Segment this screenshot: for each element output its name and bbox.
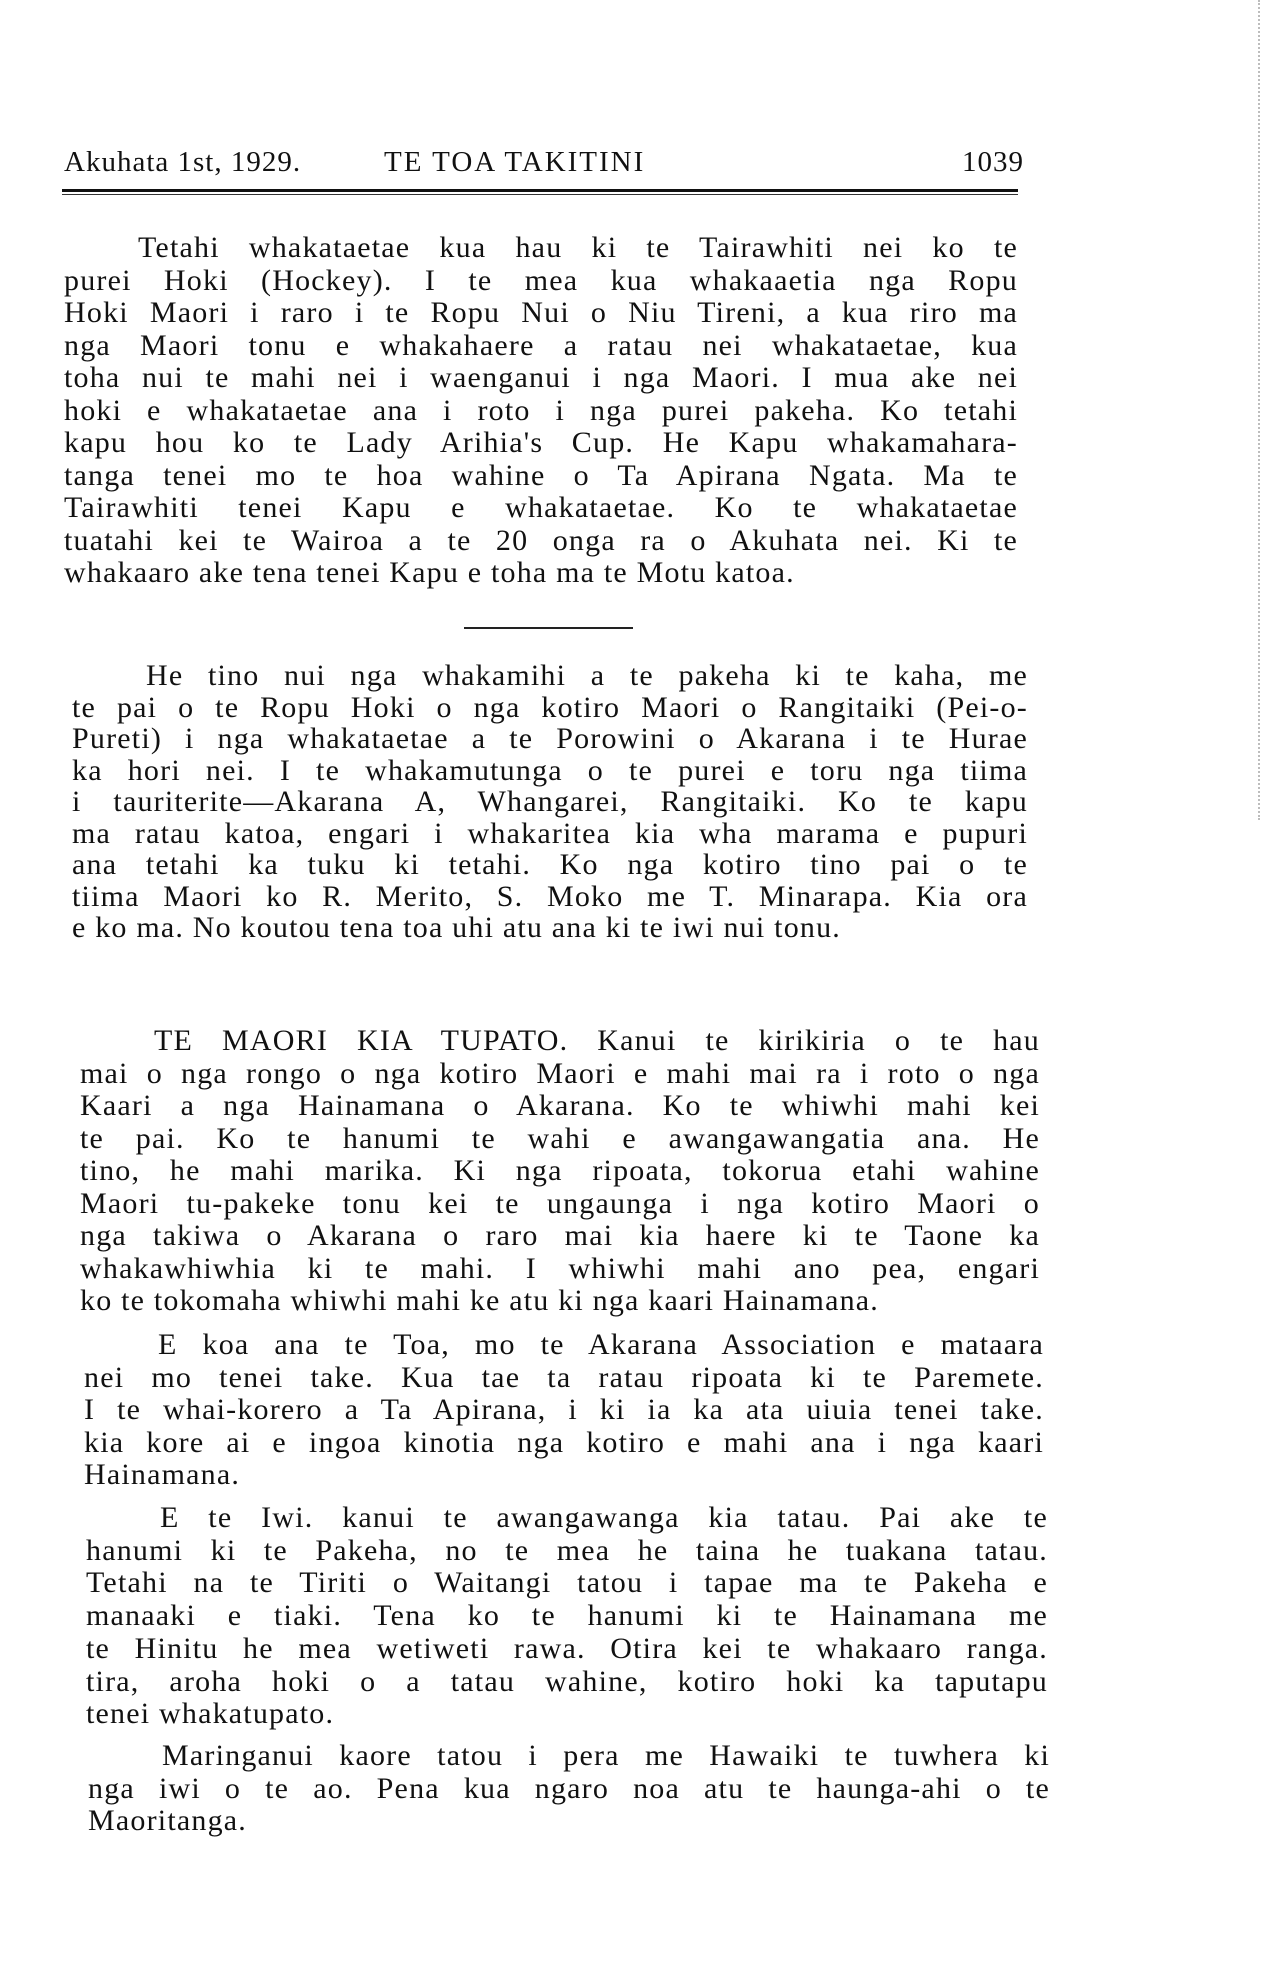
text-line: te pai o te Ropu Hoki o nga kotiro Maori o Rangitaiki (Pei-o- (72, 690, 1028, 724)
paragraph-akarana-association (84, 1329, 1044, 1492)
text-line: te Hinitu he mea wetiweti rawa. Otira kei te whakaaro ranga. (86, 1631, 1048, 1665)
text-line: tira, aroha hoki o a tatau wahine, kotiro hoki ka taputapu (86, 1664, 1048, 1698)
text-line: toha nui te mahi nei i waenganui i nga Maori. I mua ake nei (64, 361, 1018, 394)
text-line: manaaki e tiaki. Tena ko te hanumi ki te Hainamana me (86, 1599, 1048, 1633)
text-line: TE MAORI KIA TUPATO. Kanui te kirikiria o te hau (154, 1024, 1040, 1057)
text-line: Tairawhiti tenei Kapu e whakataetae. Ko te whakataetae (64, 491, 1018, 524)
text-line: te pai. Ko te hanumi te wahi e awangawangatia ana. He (80, 1121, 1040, 1155)
text-line: Hoki Maori i raro i te Ropu Nui o Niu Tireni, a kua riro ma (64, 296, 1018, 329)
text-line: tuatahi kei te Wairoa a te 20 onga ra o Akuhata nei. Ki te (64, 523, 1018, 557)
text-line: kia kore ai e ingoa kinotia nga kotiro e mahi ana i nga kaari (84, 1425, 1044, 1459)
text-line: tanga tenei mo te hoa wahine o Ta Apirana Ngata. Ma te (64, 458, 1018, 492)
text-line: Kaari a nga Hainamana o Akarana. Ko te whiwhi mahi kei (80, 1089, 1040, 1122)
text-line: hoki e whakataetae ana i roto i nga purei pakeha. Ko tetahi (64, 393, 1018, 427)
text-line: ana tetahi ka tuku ki tetahi. Ko nga kotiro tino pai o te (72, 848, 1028, 881)
text-line: Pureti) i nga whakataetae a te Porowini o Akarana i te Hurae (72, 722, 1028, 755)
text-line: Tetahi whakataetae kua hau ki te Tairawhiti nei ko te (138, 231, 1018, 264)
text-line: nei mo tenei take. Kua tae ta ratau ripoata ki te Paremete. (84, 1360, 1044, 1394)
text-line: Maoritanga. (88, 1804, 247, 1837)
text-line: tenei whakatupato. (86, 1697, 335, 1731)
header-rule-thin (62, 194, 1018, 195)
text-line: nga Maori tonu e whakahaere a ratau nei whakataetae, kua (64, 328, 1018, 362)
scan-edge-noise (1258, 0, 1274, 820)
text-line: E te Iwi. kanui te awangawanga kia tatau. Pai ake te (160, 1501, 1048, 1534)
text-line: nga takiwa o Akarana o raro mai kia haere ki te Taone ka (80, 1219, 1040, 1252)
header-rule (62, 189, 1018, 192)
paragraph-hockey-tournament (64, 232, 1018, 590)
header-title: TE TOA TAKITINI (384, 146, 646, 178)
text-line: hanumi ki te Pakeha, no te mea he taina he tuakana tatau. (86, 1533, 1048, 1567)
text-line: i tauriterite—Akarana A, Whangarei, Rangitaiki. Ko te kapu (72, 785, 1028, 818)
section-separator (464, 627, 633, 629)
text-line: ka hori nei. I te whakamutunga o te purei e toru nga tiima (72, 753, 1028, 787)
text-line: whakaaro ake tena tenei Kapu e toha ma te Motu katoa. (64, 556, 795, 589)
text-line: Maori tu-pakeke tonu kei te ungaunga i nga kotiro Maori o (80, 1186, 1040, 1220)
text-line: nga iwi o te ao. Pena kua ngaro noa atu te haunga-ahi o te (88, 1771, 1050, 1805)
header-date: Akuhata 1st, 1929. (64, 146, 302, 178)
text-line: kapu hou ko te Lady Arihia's Cup. He Kapu whakamahara- (64, 426, 1018, 459)
text-line: ko te tokomaha whiwhi mahi ke atu ki nga kaari Hainamana. (80, 1284, 880, 1317)
paragraph-maringanui (88, 1740, 1050, 1838)
text-line: mai o nga rongo o nga kotiro Maori e mahi mai ra i roto o nga (80, 1056, 1040, 1090)
text-line: e ko ma. No koutou tena toa uhi atu ana ki te iwi nui tonu. (72, 911, 841, 944)
paragraph-e-te-iwi (86, 1502, 1048, 1731)
text-line: Hainamana. (84, 1458, 241, 1491)
paragraph-te-maori-kia-tupato (80, 1025, 1040, 1318)
text-line: purei Hoki (Hockey). I te mea kua whakaaetia nga Ropu (64, 263, 1018, 297)
text-line: ma ratau katoa, engari i whakaritea kia wha marama e pupuri (72, 816, 1028, 850)
page-number: 1039 (962, 146, 1024, 178)
text-line: I te whai-korero a Ta Apirana, i ki ia ka ata uiuia tenei take. (84, 1393, 1044, 1426)
text-line: tiima Maori ko R. Merito, S. Moko me T. Minarapa. Kia ora (72, 879, 1028, 913)
paragraph-rangitaiki-team (72, 660, 1028, 944)
text-line: Maringanui kaore tatou i pera me Hawaiki te tuwhera ki (162, 1739, 1050, 1772)
text-line: He tino nui nga whakamihi a te pakeha ki te kaha, me (146, 659, 1028, 692)
text-line: Tetahi na te Tiriti o Waitangi tatou i tapae ma te Pakeha e (86, 1566, 1048, 1600)
text-line: whakawhiwhia ki te mahi. I whiwhi mahi ano pea, engari (80, 1251, 1040, 1285)
text-line: tino, he mahi marika. Ki nga ripoata, tokorua etahi wahine (80, 1154, 1040, 1187)
text-line: E koa ana te Toa, mo te Akarana Association e mataara (158, 1328, 1044, 1361)
